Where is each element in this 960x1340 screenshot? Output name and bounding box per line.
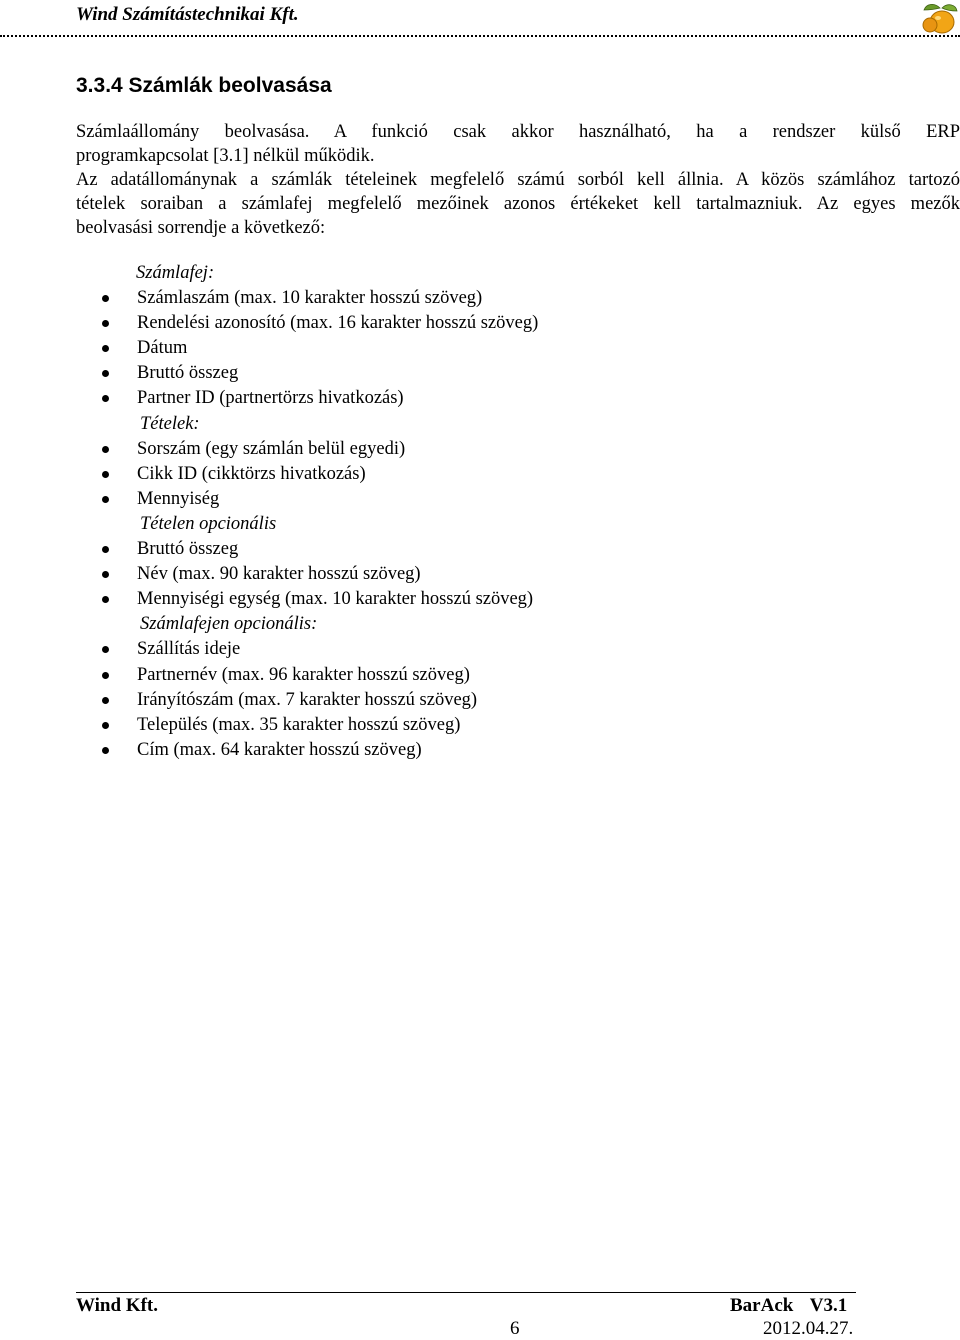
footer-company: Wind Kft. (76, 1295, 159, 1316)
list-item-text: Partnernév (max. 96 karakter hosszú szöveg) (137, 664, 470, 685)
bullet-icon (102, 722, 109, 729)
list-item (76, 663, 776, 688)
intro-line: programkapcsolat [3.1] nélkül működik. (76, 146, 375, 166)
section-heading: 3.3.4 Számlák beolvasása (76, 74, 332, 97)
section-label-text: Tételen opcionális (140, 513, 277, 534)
list-item (76, 487, 776, 512)
list-section-label (76, 412, 776, 437)
list-item-text: Mennyiségi egység (max. 10 karakter hosszú szöveg) (137, 589, 534, 610)
list-item (76, 462, 776, 487)
bullet-icon (102, 596, 109, 603)
company-name: Wind Számítástechnikai Kft. (76, 4, 299, 25)
list-section-label (76, 261, 776, 286)
footer-date: 2012.04.27. (763, 1318, 854, 1339)
bullet-icon (102, 747, 109, 754)
list-item (76, 361, 776, 386)
list-item (76, 637, 776, 662)
list-item (76, 713, 776, 738)
section-label-text: Számlafej: (136, 263, 215, 283)
list-item (76, 437, 776, 462)
list-item (76, 386, 776, 411)
list-item-text: Mennyiség (137, 488, 220, 509)
list-item (76, 336, 776, 361)
list-item-text: Cikk ID (cikktörzs hivatkozás) (137, 463, 366, 484)
page-header (76, 4, 960, 34)
page-number: 6 (510, 1318, 520, 1339)
bullet-icon (102, 496, 109, 503)
bullet-icon (102, 395, 109, 402)
list-item-text: Település (max. 35 karakter hosszú szöveg) (137, 714, 461, 735)
list-item (76, 537, 776, 562)
bullet-icon (102, 646, 109, 653)
intro-line: Számlaállomány beolvasása. A funkció csak akkor használható, ha a rendszer külső ERP (76, 122, 960, 142)
list-section-label (76, 612, 776, 637)
bullet-icon (102, 446, 109, 453)
footer-divider (76, 1292, 856, 1293)
list-item (76, 587, 776, 612)
bullet-icon (102, 345, 109, 352)
list-item (76, 286, 776, 311)
list-item (76, 562, 776, 587)
list-item-text: Bruttó összeg (137, 539, 239, 560)
bullet-icon (102, 697, 109, 704)
footer-product: BarAck V3.1 (730, 1295, 848, 1316)
list-item-text: Sorszám (egy számlán belül egyedi) (137, 438, 406, 459)
bullet-icon (102, 295, 109, 302)
section-label-text: Számlafejen opcionális: (140, 614, 318, 635)
header-divider (0, 35, 960, 37)
list-item-text: Irányítószám (max. 7 karakter hosszú szöveg) (137, 689, 478, 710)
list-item (76, 311, 776, 336)
bullet-icon (102, 320, 109, 327)
bullet-icon (102, 471, 109, 478)
bullet-icon (102, 672, 109, 679)
list-item-text: Bruttó összeg (137, 363, 239, 384)
list-item-text: Dátum (137, 338, 188, 359)
intro-line: Az adatállománynak a számlák tételeinek megfelelő számú sorból kell állnia. A közös számlához tartozó (76, 170, 960, 190)
intro-line: beolvasási sorrendje a következő: (76, 218, 326, 238)
list-item-text: Partner ID (partnertörzs hivatkozás) (137, 388, 404, 409)
section-label-text: Tételek: (140, 413, 200, 434)
list-item-text: Név (max. 90 karakter hosszú szöveg) (137, 564, 421, 585)
list-section-label (76, 512, 776, 537)
list-item-text: Szállítás ideje (137, 639, 241, 660)
list-item-text: Cím (max. 64 karakter hosszú szöveg) (137, 739, 422, 760)
bullet-icon (102, 571, 109, 578)
bullet-icon (102, 546, 109, 553)
bullet-icon (102, 370, 109, 377)
list-item-text: Rendelési azonosító (max. 16 karakter hosszú szöveg) (137, 313, 539, 334)
fruit-logo-icon (920, 2, 960, 36)
list-item (76, 688, 776, 713)
field-list (76, 261, 776, 763)
list-item (76, 738, 776, 763)
intro-line: tételek soraiban a számlafej megfelelő mezőinek azonos értékeket kell tartalmazniuk. Az egyes mezők (76, 194, 960, 214)
list-item-text: Számlaszám (max. 10 karakter hosszú szöveg) (137, 288, 483, 309)
